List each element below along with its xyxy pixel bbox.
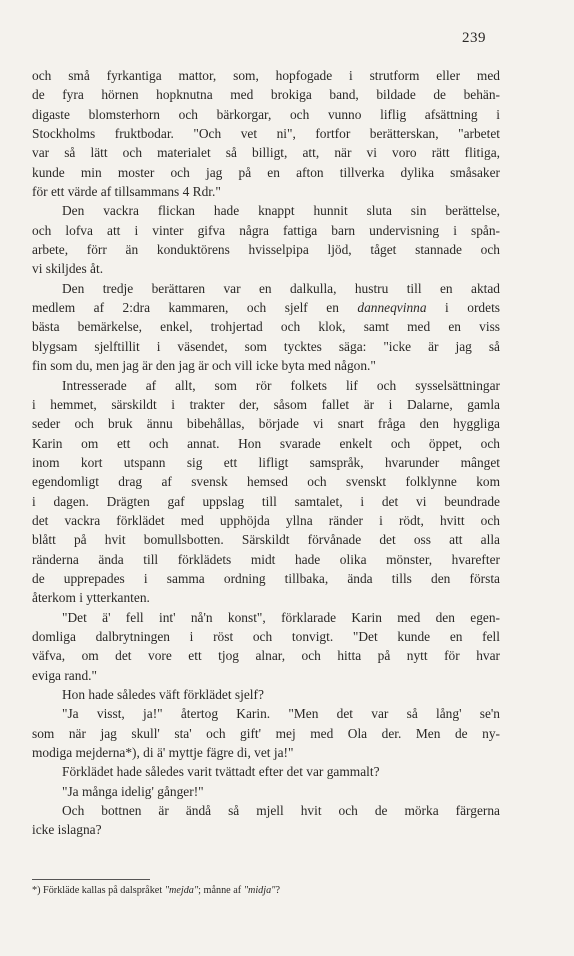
text-line: blått på hvit bomullsbotten. Särskildt förvånade det oss att alla <box>32 532 500 548</box>
text-line: Den tredje berättaren var en dalkulla, hustru till en aktad <box>62 280 500 296</box>
text-line: blygsam sjelftillit i väsendet, som tycktes säga: "icke är jag så <box>32 338 500 354</box>
text-line: återkom i ytterkanten. <box>32 590 150 606</box>
text-line: modiga mejderna*), di ä' myttje fägre di, vet ja!" <box>32 745 294 761</box>
footnote-italic-mejda: "mejda" <box>164 885 199 896</box>
text-line: som när jag skull' sta' och gift' mej med Ola der. Men de ny- <box>32 725 500 741</box>
page-number: 239 <box>462 30 486 46</box>
italic-word: dannеqvinna <box>357 300 427 316</box>
footnote-text-after: ? <box>275 885 280 896</box>
text-line: Karin om ett och annat. Hon svarade enkelt och öppet, och <box>32 435 500 451</box>
text-line: kunde min moster och jag på en afton tillverka dylika småsaker <box>32 164 500 180</box>
text-line: de fyra hörnen hopknutna med brokiga band, bildade de behän- <box>32 87 500 103</box>
text-line: Intresserade af allt, som rör folkets lif och sysselsättningar <box>62 377 500 393</box>
text-line: och lofva att i vinter gifva några fattiga barn undervisning i spån- <box>32 222 500 238</box>
text-line: domliga dalbrytningen i röst och tonvigt. "Det kunde en fell <box>32 628 500 644</box>
text-line: inom kort utspann sig ett lifligt samspråk, hvarunder mânget <box>32 454 500 470</box>
text-line: seder och bruk ännu bibehållas, började vi snart fråga den hyggliga <box>32 416 500 432</box>
text-line: vi skiljdes åt. <box>32 261 104 277</box>
body-text <box>32 66 500 840</box>
text-line: Stockholms fruktbodar. "Och vet ni", fortfor berätterskan, "arbetet <box>32 126 500 142</box>
footnote-text-before: Förkläde kallas på dalspråket <box>40 885 165 896</box>
text-line: icke islagna? <box>32 822 102 838</box>
footnote-text-middle: ; månne af <box>198 885 244 896</box>
text-line: och små fyrkantiga mattor, som, hopfogade i strutform eller med <box>32 68 500 83</box>
footnote-marker: *) <box>32 885 41 896</box>
text-line: Hon hade således väft förklädet sjelf? <box>62 687 264 702</box>
text-line: i hemmet, särskildt i trakter der, såsom fallet är i Dalarne, gamla <box>32 396 500 412</box>
text-line: Förklädet hade således varit tvättadt efter det var gammalt? <box>62 764 380 780</box>
text-line: var så lätt och materialet så billigt, att, när vi voro rätt flitiga, <box>32 145 500 161</box>
text-line: det vackra förklädet med upphöjda yllna ränder i rödt, hvitt och <box>32 512 500 528</box>
text-line: väfva, om det vore ett tjog alnar, och hitta på nytt för hvar <box>32 648 500 664</box>
text-line: egendomligt drag af svensk hemsed och svenskt folklynne kom <box>32 474 500 490</box>
text-line: arbete, förr än konduktörens hvisselpipa ljöd, tåget stannade och <box>32 242 500 258</box>
text-line: digaste blomsterhorn och bärkorgar, och vunno liflig afsättning i <box>32 106 500 122</box>
footnote-divider <box>32 879 150 880</box>
text-line: fin som du, men jag är den jag är och vill icke byta med någon." <box>32 358 376 374</box>
footnote <box>32 884 500 898</box>
text-line: för ett värde af tillsammans 4 Rdr." <box>32 184 221 200</box>
text-line: de upprepades i samma ordning tillbaka, ända tills den första <box>32 570 500 586</box>
text-line: "Ja många idelig' gånger!" <box>62 783 204 799</box>
text-line: Den vackra flickan hade knappt hunnit sluta sin berättelse, <box>62 203 500 219</box>
text-line: Och bottnen är ändå så mjell hvit och de mörka färgerna <box>62 803 500 819</box>
text-line: ränderna ända till förklädets midt hade olika mönster, hvarefter <box>32 551 500 567</box>
footnote-italic-midja: "midja" <box>243 885 276 896</box>
text-line: "Ja visst, ja!" återtog Karin. "Men det var så lång' se'n <box>62 706 500 722</box>
text-line: i dagen. Drägten gaf uppslag till samtalet, i det vi beundrade <box>32 493 500 509</box>
text-line: medlem af 2:dra kammaren, och sjelf en dannеqvinna i ordets <box>32 300 500 316</box>
text-line: "Det ä' fell int' nå'n konst", förklarade Karin med den egen- <box>62 609 500 625</box>
text-line: eviga rand." <box>32 667 97 683</box>
text-line: bästa bemärkelse, enkel, trohjertad och klok, samt med en viss <box>32 319 500 335</box>
